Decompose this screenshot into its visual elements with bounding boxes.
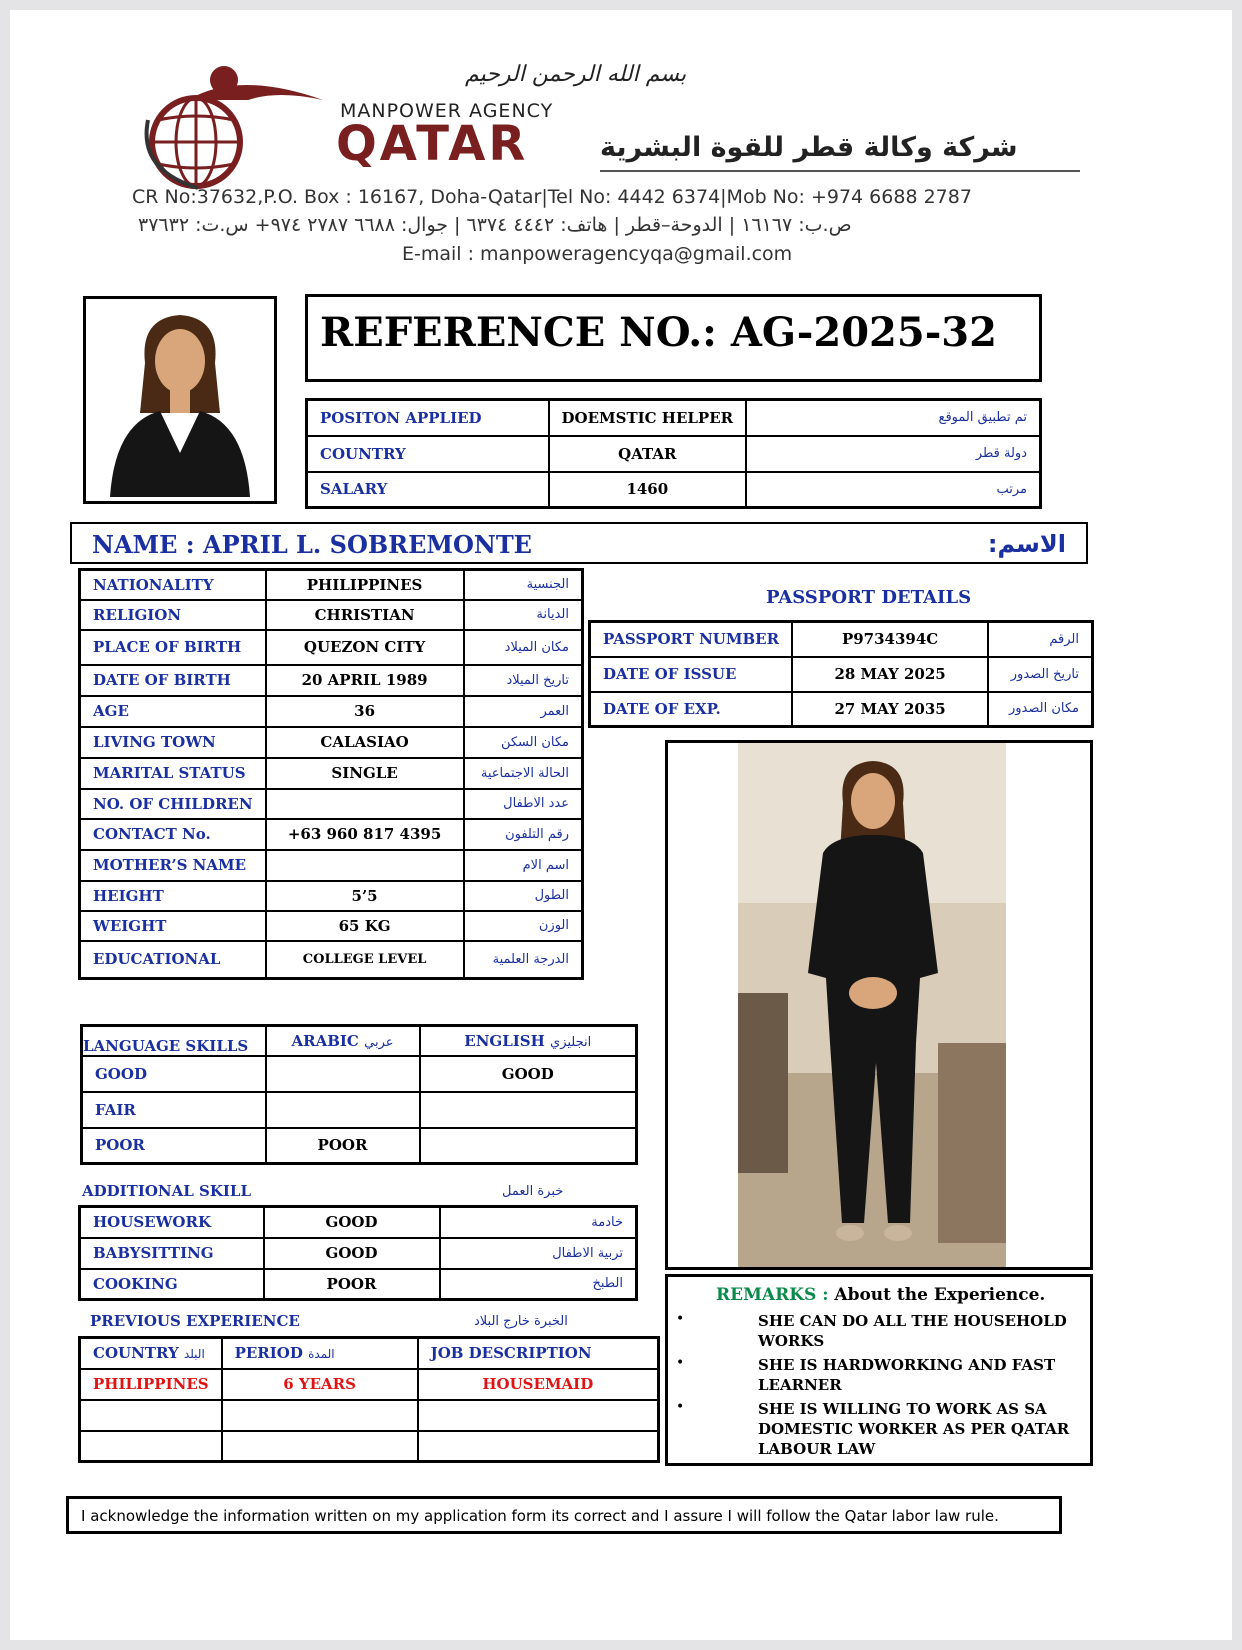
agency-big-title: QATAR	[336, 116, 529, 172]
exp-empty-cell	[222, 1400, 418, 1431]
passport-table	[588, 620, 1094, 728]
portrait-photo	[90, 303, 270, 497]
remarks-list	[676, 1311, 1076, 1459]
personal-label: WEIGHT	[80, 911, 266, 941]
personal-value: COLLEGE LEVEL	[266, 941, 464, 979]
position-label: POSITON APPLIED	[307, 400, 549, 436]
english-column-ar: انجليزي	[550, 1034, 592, 1050]
personal-value: QUEZON CITY	[266, 630, 464, 665]
salary-arabic: مرتب	[746, 472, 1040, 508]
exp-country-value: PHILIPPINES	[80, 1369, 222, 1400]
additional-skill-table	[78, 1205, 638, 1301]
personal-label: MARITAL STATUS	[80, 758, 266, 789]
exp-period-value: 6 YEARS	[222, 1369, 418, 1400]
name-arabic-label: الاسم:	[987, 530, 1066, 558]
salary-value: 1460	[549, 472, 747, 508]
personal-label: LIVING TOWN	[80, 727, 266, 758]
issue-date-value: 28 MAY 2025	[792, 657, 988, 692]
personal-value: 5’5	[266, 881, 464, 911]
babysitting-value: GOOD	[264, 1238, 440, 1269]
experience-table	[78, 1336, 660, 1463]
full-body-photo	[738, 743, 1006, 1267]
babysitting-label: BABYSITTING	[80, 1238, 264, 1269]
personal-value: SINGLE	[266, 758, 464, 789]
personal-label: AGE	[80, 696, 266, 727]
passport-title: PASSPORT DETAILS	[766, 587, 972, 608]
personal-arabic: الحالة الاجتماعية	[464, 758, 583, 789]
reference-box	[305, 294, 1042, 382]
language-skills-table	[80, 1024, 638, 1165]
exp-empty-cell	[80, 1400, 222, 1431]
cooking-value: POOR	[264, 1269, 440, 1300]
full-body-photo-frame	[665, 740, 1093, 1270]
remarks-item	[676, 1311, 1076, 1351]
personal-label: HEIGHT	[80, 881, 266, 911]
personal-details-table	[78, 568, 584, 980]
personal-arabic: رقم التلفون	[464, 819, 583, 850]
personal-arabic: اسم الام	[464, 850, 583, 881]
personal-row	[80, 881, 583, 911]
language-header: LANGUAGE SKILLS	[82, 1026, 266, 1056]
portrait-photo-frame	[83, 296, 277, 504]
personal-value: +63 960 817 4395	[266, 819, 464, 850]
header-rule	[600, 170, 1080, 172]
personal-label: NO. OF CHILDREN	[80, 789, 266, 819]
exp-period-ar: المدة	[308, 1347, 335, 1362]
babysitting-arabic: تربية الاطفال	[440, 1238, 637, 1269]
personal-label: PLACE OF BIRTH	[80, 630, 266, 665]
personal-row	[80, 789, 583, 819]
personal-value	[266, 789, 464, 819]
country-arabic: دولة قطر	[746, 436, 1040, 472]
bismillah-calligraphy: بسم الله الرحمن الرحيم	[465, 62, 687, 87]
personal-arabic: الديانة	[464, 600, 583, 630]
issue-date-arabic: تاريخ الصدور	[988, 657, 1092, 692]
personal-value: 20 APRIL 1989	[266, 665, 464, 696]
remarks-item-text: SHE IS WILLING TO WORK AS SA DOMESTIC WORKER AS PER QATAR LABOUR LAW	[758, 1400, 1070, 1458]
english-column-en: ENGLISH	[464, 1031, 545, 1050]
personal-row	[80, 665, 583, 696]
personal-value: CHRISTIAN	[266, 600, 464, 630]
housework-value: GOOD	[264, 1207, 440, 1238]
personal-arabic: الطول	[464, 881, 583, 911]
agency-small-title: MANPOWER AGENCY	[340, 100, 554, 122]
passport-number-value: P9734394C	[792, 622, 988, 657]
acknowledgement-text: I acknowledge the information written on my application form its correct and I assure I will follow the Qatar labor law rule.	[81, 1507, 999, 1525]
remarks-heading	[716, 1285, 1045, 1305]
housework-arabic: خادمة	[440, 1207, 637, 1238]
fair-english	[420, 1092, 637, 1128]
personal-row	[80, 758, 583, 789]
exp-period-en: PERIOD	[234, 1344, 303, 1363]
cooking-arabic: الطبخ	[440, 1269, 637, 1300]
good-english: GOOD	[420, 1056, 637, 1092]
cv-page	[10, 10, 1232, 1640]
exp-country-ar: البلد	[183, 1347, 205, 1362]
exp-empty-cell	[80, 1431, 222, 1462]
personal-label: CONTACT No.	[80, 819, 266, 850]
personal-row	[80, 941, 583, 979]
remarks-item-text: SHE IS HARDWORKING AND FAST LEARNER	[758, 1356, 1056, 1394]
personal-arabic: الدرجة العلمية	[464, 941, 583, 979]
exp-country-en: COUNTRY	[93, 1344, 179, 1363]
acknowledgement-box	[66, 1496, 1062, 1534]
personal-arabic: عدد الاطفال	[464, 789, 583, 819]
personal-row	[80, 911, 583, 941]
contact-email: E-mail : manpoweragencyqa@gmail.com	[402, 243, 793, 265]
exp-country-header	[80, 1338, 222, 1369]
contact-english: CR No:37632,P.O. Box : 16167, Doha-Qatar|Tel No: 4442 6374|Mob No: +974 6688 2787	[132, 186, 972, 208]
personal-row	[80, 630, 583, 665]
personal-arabic: مكان الميلاد	[464, 630, 583, 665]
expiry-date-arabic: مكان الصدور	[988, 692, 1092, 727]
personal-value: CALASIAO	[266, 727, 464, 758]
exp-empty-cell	[418, 1400, 659, 1431]
additional-skill-title: ADDITIONAL SKILL	[82, 1182, 252, 1200]
remarks-item-text: SHE CAN DO ALL THE HOUSEHOLD WORKS	[758, 1312, 1067, 1350]
applicant-name: NAME : APRIL L. SOBREMONTE	[92, 530, 532, 559]
personal-row	[80, 727, 583, 758]
personal-label: EDUCATIONAL	[80, 941, 266, 979]
position-table	[305, 398, 1042, 509]
position-arabic: تم تطبيق الموقع	[746, 400, 1040, 436]
exp-empty-cell	[418, 1431, 659, 1462]
exp-empty-cell	[222, 1431, 418, 1462]
expiry-date-value: 27 MAY 2035	[792, 692, 988, 727]
issue-date-label: DATE OF ISSUE	[590, 657, 793, 692]
remarks-box	[665, 1274, 1093, 1466]
passport-number-arabic: الرقم	[988, 622, 1092, 657]
personal-row	[80, 696, 583, 727]
bullet-icon: •	[676, 1355, 685, 1371]
poor-arabic: POOR	[266, 1128, 420, 1164]
bullet-icon: •	[676, 1399, 685, 1415]
contact-arabic: ص.ب: ١٦١٦٧ | الدوحة–قطر | هاتف: ٤٤٤٢ ٦٣٧٤ | جوال: ٦٦٨٨ ٢٧٨٧ ٩٧٤+ س.ت: ٣٧٦٣٢	[138, 214, 852, 236]
additional-skill-title-ar: خبرة العمل	[502, 1184, 564, 1199]
poor-english	[420, 1128, 637, 1164]
bullet-icon: •	[676, 1311, 685, 1327]
name-bar	[70, 522, 1088, 564]
fair-arabic	[266, 1092, 420, 1128]
exp-job-value: HOUSEMAID	[418, 1369, 659, 1400]
fair-row-label: FAIR	[82, 1092, 266, 1128]
experience-title-ar: الخبرة خارج البلاد	[474, 1314, 568, 1329]
poor-row-label: POOR	[82, 1128, 266, 1164]
arabic-column-ar: عربي	[364, 1034, 394, 1050]
personal-value: PHILIPPINES	[266, 570, 464, 600]
country-value: QATAR	[549, 436, 747, 472]
experience-title: PREVIOUS EXPERIENCE	[90, 1312, 300, 1330]
reference-number: REFERENCE NO.: AG-2025-32	[320, 309, 997, 356]
country-label: COUNTRY	[307, 436, 549, 472]
remarks-item	[676, 1355, 1076, 1395]
personal-label: NATIONALITY	[80, 570, 266, 600]
exp-period-header	[222, 1338, 418, 1369]
cooking-label: COOKING	[80, 1269, 264, 1300]
personal-value: 65 KG	[266, 911, 464, 941]
personal-value: 36	[266, 696, 464, 727]
personal-value	[266, 850, 464, 881]
personal-arabic: مكان السكن	[464, 727, 583, 758]
salary-label: SALARY	[307, 472, 549, 508]
personal-label: DATE OF BIRTH	[80, 665, 266, 696]
exp-job-header: JOB DESCRIPTION	[418, 1338, 659, 1369]
good-row-label: GOOD	[82, 1056, 266, 1092]
arabic-column-en: ARABIC	[291, 1031, 359, 1050]
remarks-item	[676, 1399, 1076, 1459]
good-arabic	[266, 1056, 420, 1092]
personal-row	[80, 819, 583, 850]
personal-arabic: الجنسية	[464, 570, 583, 600]
agency-logo	[128, 60, 328, 190]
personal-row	[80, 850, 583, 881]
personal-row	[80, 600, 583, 630]
remarks-title: REMARKS :	[716, 1285, 829, 1305]
personal-label: MOTHER’S NAME	[80, 850, 266, 881]
remarks-subtitle: About the Experience.	[834, 1285, 1046, 1305]
agency-arabic-title: شركة وكالة قطر للقوة البشرية	[600, 132, 1018, 163]
english-column-header	[420, 1026, 637, 1056]
arabic-column-header	[266, 1026, 420, 1056]
personal-label: RELIGION	[80, 600, 266, 630]
expiry-date-label: DATE OF EXP.	[590, 692, 793, 727]
personal-arabic: الوزن	[464, 911, 583, 941]
passport-number-label: PASSPORT NUMBER	[590, 622, 793, 657]
personal-row	[80, 570, 583, 600]
personal-arabic: تاريخ الميلاد	[464, 665, 583, 696]
personal-arabic: العمر	[464, 696, 583, 727]
housework-label: HOUSEWORK	[80, 1207, 264, 1238]
position-value: DOEMSTIC HELPER	[549, 400, 747, 436]
